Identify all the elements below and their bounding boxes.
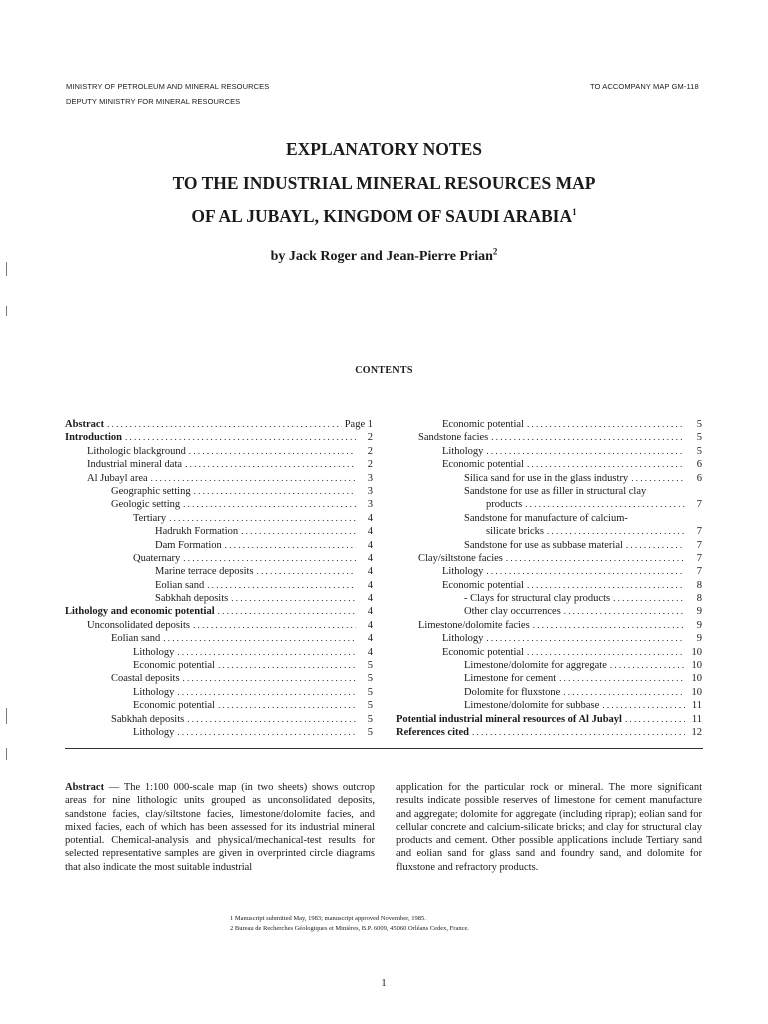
authors-line [0,246,768,265]
authors-text: by Jack Roger and Jean-Pierre Prian [270,249,493,264]
toc-leader-dots [177,686,356,699]
toc-leader-dots [257,565,356,578]
contents-heading: CONTENTS [355,365,413,376]
toc-entry [65,445,373,458]
title-footnote-mark: 1 [572,207,577,218]
toc-leader-dots [218,699,356,712]
toc-entry [396,445,702,458]
toc-entry-page: 6 [696,459,702,471]
toc-entry-label: Economic potential [133,660,215,672]
toc-entry-page: 4 [367,646,373,658]
toc-entry-label: Marine terrace deposits [155,566,254,578]
toc-entry-page: 7 [696,552,702,564]
toc-entry-page: 10 [691,646,702,658]
document-title-line-3 [0,206,768,227]
toc-entry [396,565,702,578]
toc-entry [396,485,702,498]
toc-entry-page: 4 [367,539,373,551]
toc-entry-label: Sandstone for use as filler in structural clay [464,485,647,497]
toc-leader-dots [563,686,685,699]
toc-entry [65,458,373,471]
toc-entry [396,659,702,672]
toc-entry-label: Lithology [442,445,484,457]
toc-entry-label: References cited [396,726,469,738]
scan-margin-mark [6,748,7,760]
toc-entry-page: 2 [367,432,373,444]
toc-leader-dots [183,498,356,511]
toc-entry [396,539,702,552]
toc-leader-dots [218,659,356,672]
toc-leader-dots [151,472,356,485]
toc-entry-label: Lithology [133,686,175,698]
toc-entry [396,512,702,525]
toc-entry [396,672,702,685]
toc-entry-label: products [486,499,523,511]
toc-entry-page: 4 [367,633,373,645]
toc-entry-label: Lithologic blackground [87,445,186,457]
toc-entry-page: 4 [367,526,373,538]
toc-entry-label: Geographic setting [111,485,191,497]
scan-margin-mark [6,262,7,276]
toc-entry-label: Limestone for cement [464,673,557,685]
toc-entry-page: 4 [367,606,373,618]
toc-entry-page: 5 [367,673,373,685]
toc-entry-label: Industrial mineral data [87,459,183,471]
toc-leader-dots [177,646,356,659]
abstract-right-text: application for the particular rock or mineral. The more significant results indicate possible reserves of limestone for cement manufacture and aggregate; dolomite for aggregate (including riprap); eolian sand for cellular concrete and calcium-silicate bricks; and clay for structural clay products and cement. Other possible applications include Tertiary sand and eolian sand for glass sand and foundry sand, and dolomite for fluxstone and refractory products. [396,782,702,873]
toc-leader-dots [564,605,685,618]
toc-entry-page: 5 [367,700,373,712]
toc-entry-page: 11 [691,700,702,712]
toc-entry-page: 5 [367,660,373,672]
toc-entry-label: Sabkhah deposits [155,593,229,605]
toc-entry-label: silicate bricks [486,526,545,538]
toc-entry-page: 3 [367,499,373,511]
toc-leader-dots [506,552,685,565]
toc-entry-page: 4 [367,552,373,564]
toc-entry-page: 7 [696,499,702,511]
deputy-ministry-header: DEPUTY MINISTRY FOR MINERAL RESOURCES [66,97,241,106]
toc-entry [396,646,702,659]
toc-entry [396,498,702,511]
toc-entry [65,646,373,659]
toc-leader-dots [169,512,356,525]
toc-entry-page: 5 [367,713,373,725]
ministry-header: MINISTRY OF PETROLEUM AND MINERAL RESOURCES [66,82,270,91]
toc-entry-label: Eolian sand [111,633,161,645]
abstract-label: Abstract [65,782,105,793]
toc-leader-dots [527,458,685,471]
toc-entry-label: Limestone/dolomite for subbase [464,700,600,712]
toc-leader-dots [187,713,356,726]
toc-leader-dots [486,565,685,578]
toc-leader-dots [491,431,685,444]
toc-leader-dots [533,619,685,632]
toc-entry [396,418,702,431]
document-title-line-2: TO THE INDUSTRIAL MINERAL RESOURCES MAP [172,173,596,193]
toc-entry [396,525,702,538]
toc-leader-dots [525,498,685,511]
toc-entry-label: Dolomite for fluxstone [464,686,561,698]
toc-leader-dots [486,445,685,458]
toc-leader-dots [189,445,356,458]
toc-leader-dots [527,646,685,659]
toc-entry [65,619,373,632]
toc-leader-dots [486,632,685,645]
toc-entry-page: 5 [696,445,702,457]
toc-entry-page: 4 [367,593,373,605]
toc-entry [65,659,373,672]
toc-entry [396,579,702,592]
toc-entry-page: 7 [696,526,702,538]
toc-leader-dots [125,431,356,444]
toc-leader-dots [183,672,356,685]
toc-entry-page: 9 [696,619,702,631]
toc-entry [396,431,702,444]
toc-entry-label: Eolian sand [155,579,205,591]
toc-entry-label: Sabkhah deposits [111,713,185,725]
toc-entry [65,632,373,645]
toc-leader-dots [472,726,685,739]
toc-entry-page: 8 [696,579,702,591]
toc-entry-label: Lithology [133,726,175,738]
toc-entry [396,726,702,739]
toc-entry [65,418,373,431]
toc-entry [396,619,702,632]
toc-entry [65,565,373,578]
toc-entry-page: 5 [367,686,373,698]
toc-entry-page: 4 [367,619,373,631]
toc-entry-label: Limestone/dolomite facies [418,619,530,631]
toc-entry [65,498,373,511]
scan-margin-mark [6,306,7,316]
toc-leader-dots [183,552,356,565]
toc-entry-page: 11 [691,713,702,725]
toc-entry [65,686,373,699]
toc-entry [396,592,702,605]
toc-leader-dots [163,632,356,645]
toc-entry [65,605,373,618]
title-line-3-text: OF AL JUBAYL, KINGDOM OF SAUDI ARABIA [191,206,573,226]
toc-entry [65,592,373,605]
toc-entry [65,672,373,685]
toc-entry-page: 10 [691,673,702,685]
toc-leader-dots [559,672,685,685]
toc-entry-label: Clay/siltstone facies [418,552,503,564]
toc-entry [65,525,373,538]
toc-entry-page: Page 1 [344,418,373,430]
toc-entry-label: - Clays for structural clay products [464,593,611,605]
toc-entry [65,713,373,726]
scan-margin-mark [6,708,7,724]
toc-leader-dots [225,539,356,552]
toc-entry-label: Silica sand for use in the glass industry [464,472,629,484]
toc-entry [65,472,373,485]
toc-entry [396,686,702,699]
toc-leader-dots [527,579,685,592]
toc-entry-page: 2 [367,459,373,471]
toc-entry-page: 7 [696,539,702,551]
toc-entry-label: Coastal deposits [111,673,180,685]
toc-leader-dots [631,472,685,485]
toc-entry [396,552,702,565]
toc-leader-dots [527,418,685,431]
toc-entry-label: Abstract [65,418,105,430]
toc-entry-label: Lithology [133,646,175,658]
abstract-left-text: — The 1:100 000-scale map (in two sheets) shows outcrop areas for nine lithologic units grouped as unconsolidated deposits, sandstone facies, clay/siltstone facies, limestone/dolomite facies, and mixed facies, each of which has been assessed for its industrial mineral potential. Chemical-analysis and physical/mechanical-test results for selected representative samples are given in overprinted circle diagrams that also indicate the most suitable industrial [65,782,375,873]
toc-entry [65,726,373,739]
toc-entry-page: 5 [696,432,702,444]
toc-entry [396,699,702,712]
toc-entry-label: Unconsolidated deposits [87,619,190,631]
toc-entry-label: Limestone/dolomite for aggregate [464,660,607,672]
toc-entry-label: Sandstone facies [418,432,489,444]
toc-leader-dots [194,485,356,498]
toc-entry [65,539,373,552]
toc-leader-dots [625,713,685,726]
toc-entry-page: 7 [696,566,702,578]
toc-entry [65,552,373,565]
authors-footnote-mark: 2 [492,246,498,257]
toc-entry-label: Economic potential [442,459,524,471]
toc-leader-dots [613,592,685,605]
toc-entry-label: Economic potential [133,700,215,712]
toc-entry-label: Hadrukh Formation [155,526,239,538]
toc-right-column [396,418,702,739]
toc-entry-label: Tertiary [133,512,167,524]
toc-entry-label: Economic potential [442,579,524,591]
toc-leader-dots [547,525,685,538]
accompany-map-header: TO ACCOMPANY MAP GM-118 [590,82,699,91]
toc-entry-page: 4 [367,579,373,591]
abstract-right-column [396,781,702,874]
toc-entry [396,713,702,726]
toc-entry [65,485,373,498]
toc-entry-page: 3 [367,472,373,484]
toc-entry [396,458,702,471]
toc-leader-dots [185,458,356,471]
toc-entry [396,472,702,485]
toc-entry-page: 3 [367,485,373,497]
toc-entry [396,632,702,645]
toc-leader-dots [241,525,356,538]
toc-entry-label: Lithology [442,566,484,578]
toc-leader-dots [602,699,685,712]
toc-entry-label: Economic potential [442,646,524,658]
toc-entry-label: Lithology [442,633,484,645]
toc-entry-page: 4 [367,566,373,578]
toc-leader-dots [107,418,342,431]
toc-entry-page: 9 [696,633,702,645]
abstract-left-column [65,781,375,874]
toc-entry-page: 10 [691,686,702,698]
toc-entry-label: Geologic setting [111,499,181,511]
toc-entry-page: 6 [696,472,702,484]
toc-entry-page: 2 [367,445,373,457]
toc-entry-label: Potential industrial mineral resources of Al Jubayl [396,713,622,725]
toc-leader-dots [193,619,356,632]
toc-entry [396,605,702,618]
toc-entry-label: Introduction [65,432,122,444]
toc-entry-label: Al Jubayl area [87,472,148,484]
toc-entry-page: 9 [696,606,702,618]
footnote-1: 1 Manuscript submitted May, 1983; manuscript approved November, 1985. [230,915,426,922]
toc-leader-dots [610,659,685,672]
toc-entry-label: Quaternary [133,552,181,564]
toc-entry [65,699,373,712]
toc-leader-dots [626,539,685,552]
toc-entry-label: Lithology and economic potential [65,606,215,618]
toc-entry-page: 10 [691,660,702,672]
toc-entry [65,579,373,592]
toc-entry-page: 5 [696,418,702,430]
toc-entry-label: Economic potential [442,418,524,430]
section-divider [65,748,703,749]
toc-entry-page: 4 [367,512,373,524]
toc-entry-label: Other clay occurrences [464,606,561,618]
document-title-line-1: EXPLANATORY NOTES [286,139,482,159]
toc-entry-label: Dam Formation [155,539,222,551]
toc-entry [65,512,373,525]
toc-entry-page: 5 [367,726,373,738]
toc-entry-page: 12 [691,726,702,738]
toc-leader-dots [177,726,356,739]
toc-leader-dots [218,605,356,618]
toc-entry-label: Sandstone for use as subbase material [464,539,623,551]
toc-entry-page: 8 [696,593,702,605]
toc-entry-label: Sandstone for manufacture of calcium- [464,512,628,524]
page-number: 1 [381,977,387,989]
toc-leader-dots [207,579,356,592]
toc-entry [65,431,373,444]
toc-left-column [65,418,373,739]
toc-leader-dots [231,592,356,605]
footnote-2: 2 Bureau de Recherches Géologiques et Minières, B.P. 6009, 45060 Orléans Cedex, France. [230,925,469,932]
